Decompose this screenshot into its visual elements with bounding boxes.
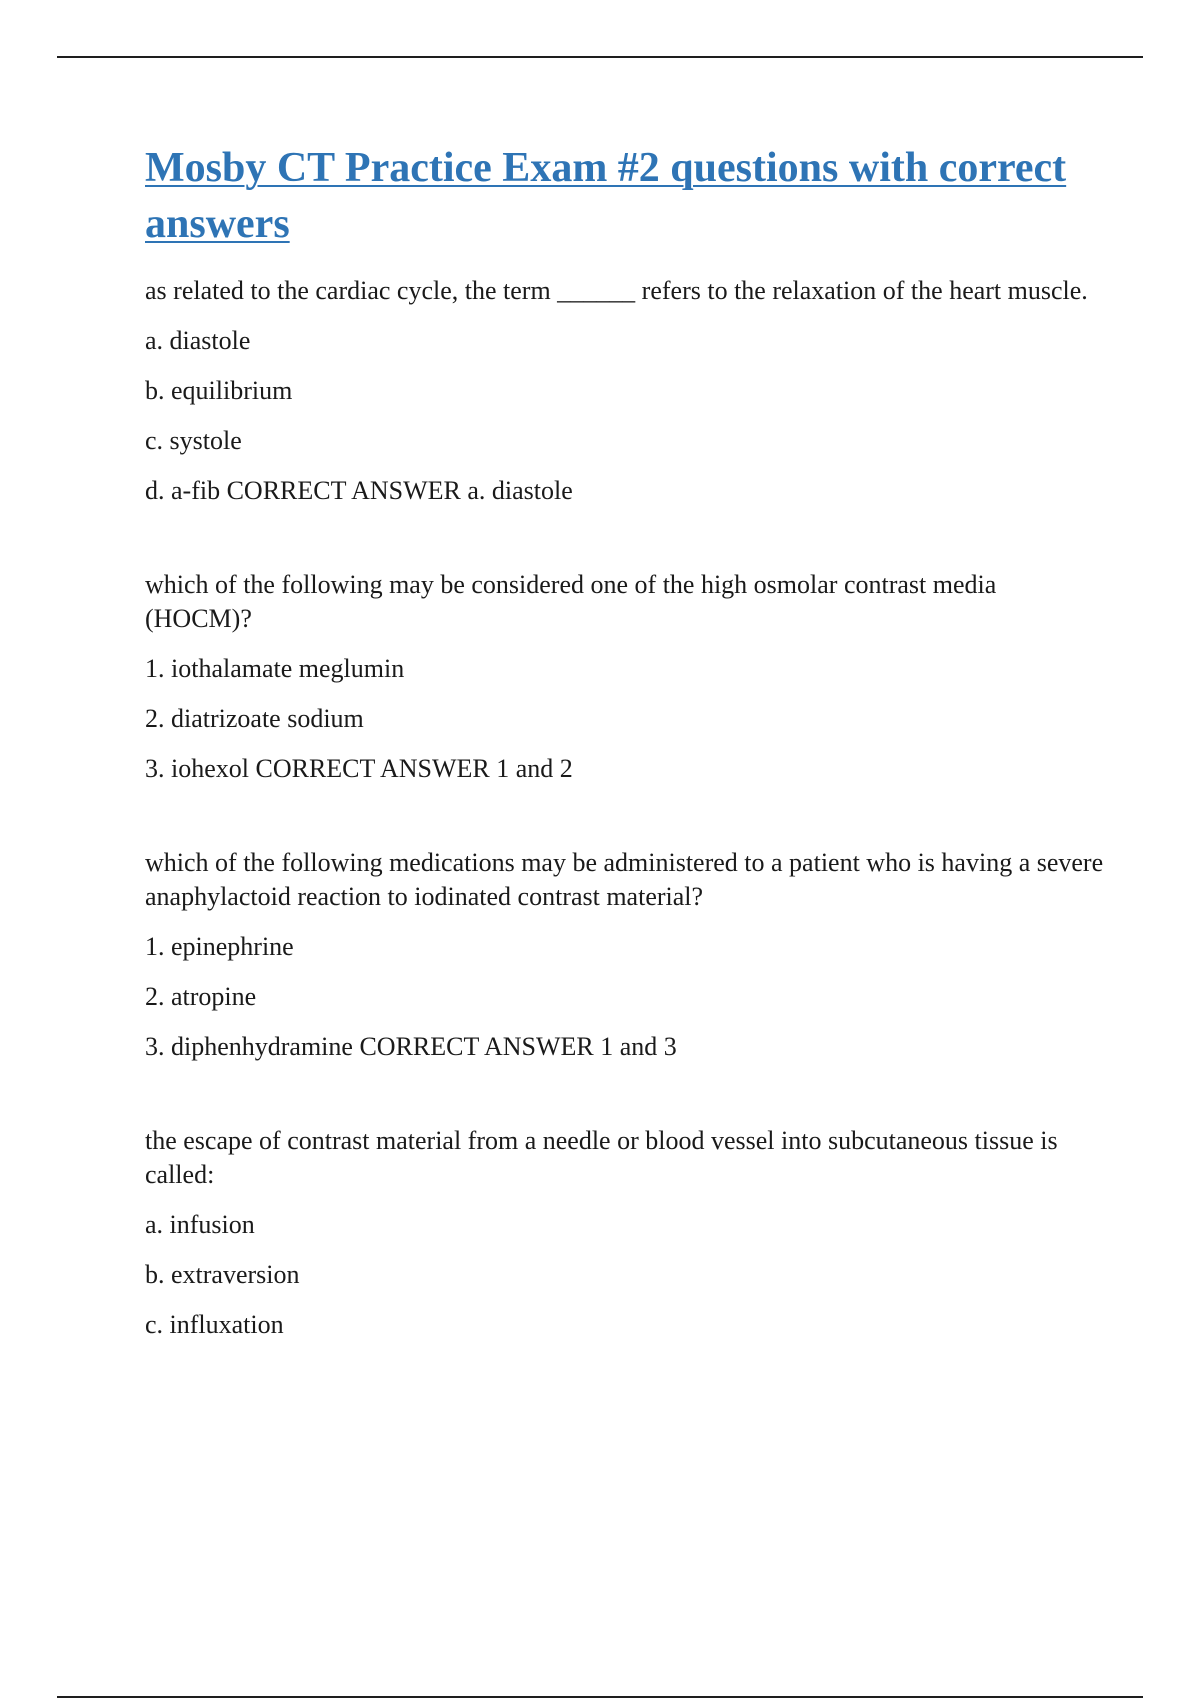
answer-option: c. influxation <box>145 1310 284 1339</box>
answer-option: b. equilibrium <box>145 376 293 405</box>
answer-option: b. extraversion <box>145 1260 300 1289</box>
question-text: the escape of contrast material from a needle or blood vessel into subcutaneous tissue is called: <box>145 1126 1058 1189</box>
footer-rule <box>57 1696 1143 1698</box>
question-text: as related to the cardiac cycle, the term ______ refers to the relaxation of the heart muscle. <box>145 276 1088 305</box>
answer-option: d. a-fib CORRECT ANSWER a. diastole <box>145 476 573 505</box>
answer-option: 3. iohexol CORRECT ANSWER 1 and 2 <box>145 754 573 783</box>
document-body <box>145 140 1105 1342</box>
answer-option: 1. iothalamate meglumin <box>145 654 405 683</box>
answer-option: 2. diatrizoate sodium <box>145 704 364 733</box>
answer-option: a. diastole <box>145 326 251 355</box>
question-text: which of the following medications may be administered to a patient who is having a severe anaphylactoid reaction to iodinated contrast material? <box>145 848 1104 911</box>
answer-option: c. systole <box>145 426 242 455</box>
question-2 <box>145 568 1105 786</box>
answer-option: 1. epinephrine <box>145 932 294 961</box>
question-text: which of the following may be considered one of the high osmolar contrast media (HOCM)? <box>145 570 997 633</box>
question-1 <box>145 274 1105 508</box>
answer-option: 3. diphenhydramine CORRECT ANSWER 1 and 3 <box>145 1032 677 1061</box>
header-rule <box>57 56 1143 58</box>
question-3 <box>145 846 1105 1064</box>
answer-option: a. infusion <box>145 1210 255 1239</box>
answer-option: 2. atropine <box>145 982 257 1011</box>
document-title: Mosby CT Practice Exam #2 questions with correct answers <box>145 145 1067 247</box>
question-4 <box>145 1124 1105 1342</box>
